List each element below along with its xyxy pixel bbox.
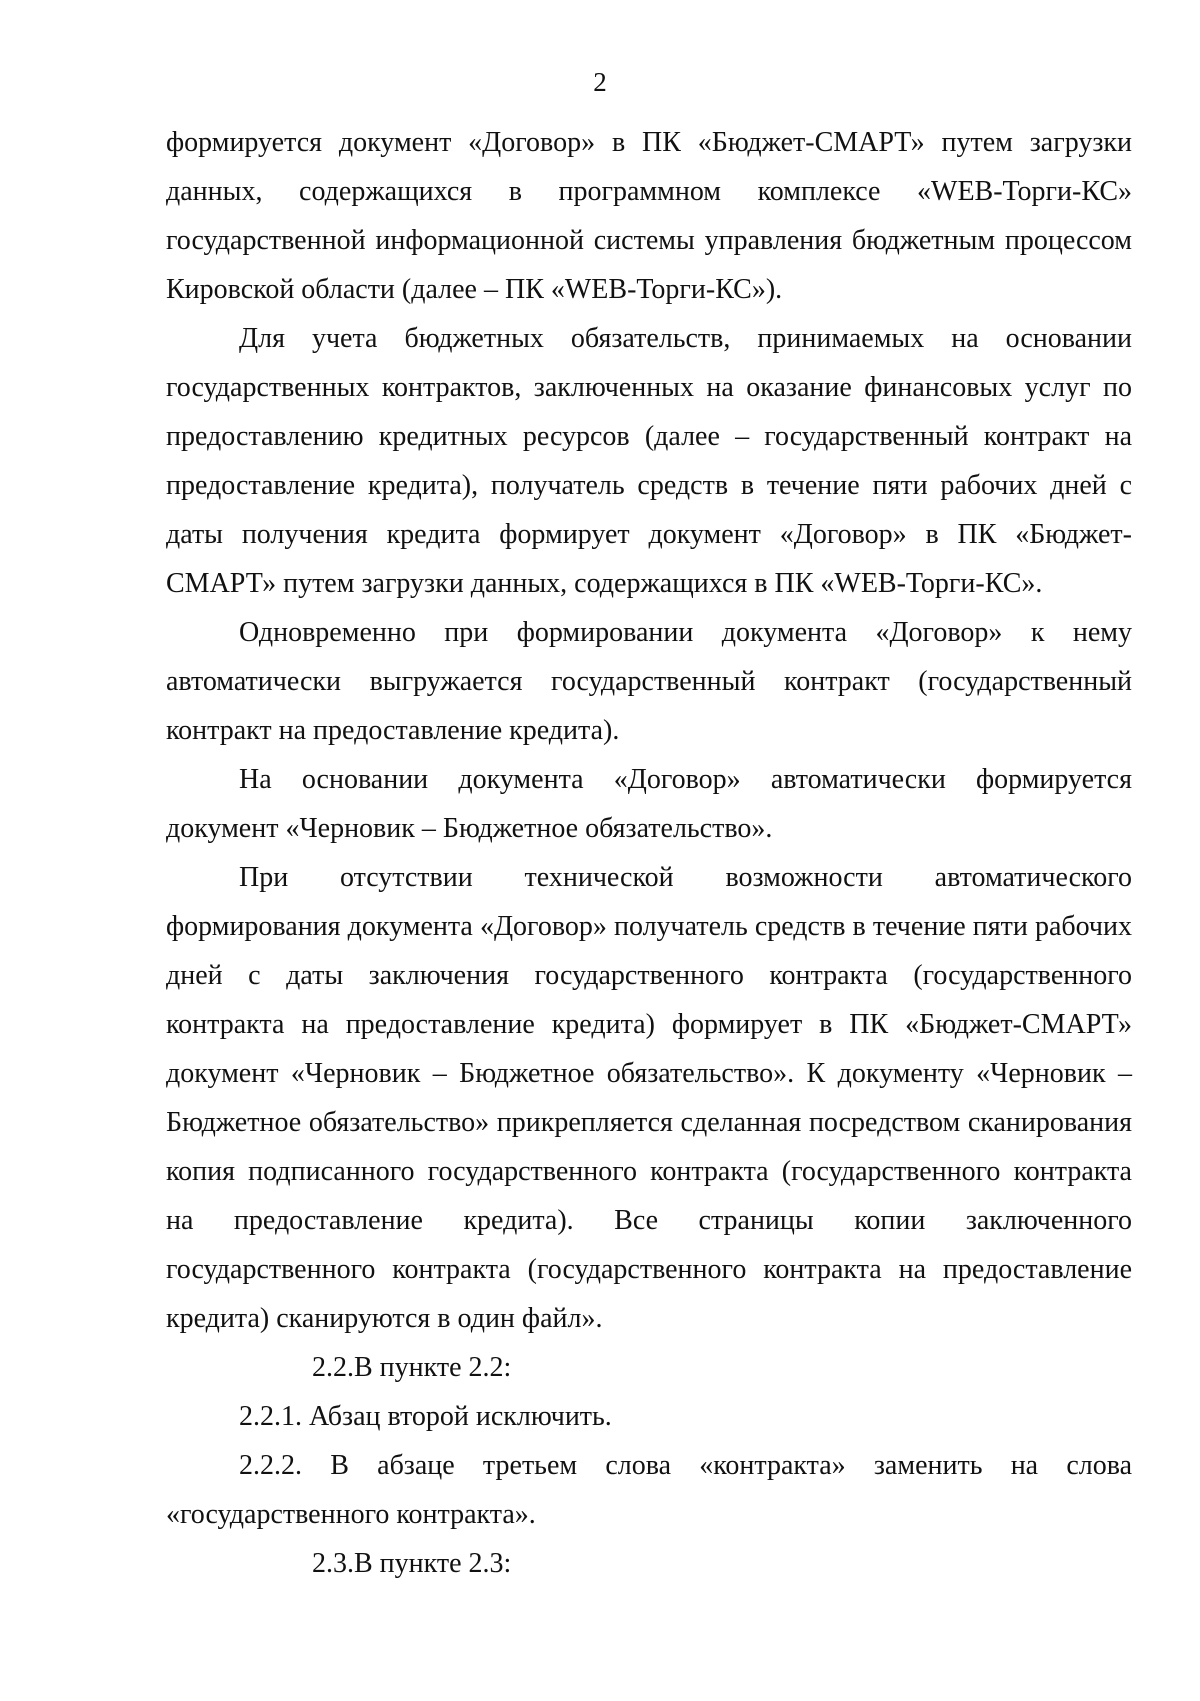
item-number: 2.3. bbox=[312, 1548, 354, 1579]
item-number: 2.2. bbox=[312, 1352, 354, 1383]
item-2-2-2 bbox=[166, 1441, 1132, 1539]
page-number: 2 bbox=[593, 67, 607, 97]
item-text: В пункте 2.3: bbox=[354, 1548, 512, 1579]
item-number: 2.2.2. bbox=[239, 1450, 302, 1481]
item-number: 2.2.1. bbox=[239, 1401, 302, 1432]
paragraph-simultaneous-upload: Одновременно при формировании документа «Договор» к нему автоматически выгружается государственный контракт (государственный контракт на предоставление кредита). bbox=[166, 617, 1132, 746]
paragraph-budget-obligations: Для учета бюджетных обязательств, принимаемых на основании государственных контрактов, заключенных на оказание финансовых услуг по предоставлению кредитных ресурсов (далее – государственный контракт на предоставление кредита), получатель средств в течение пяти рабочих дней с даты получения кредита формирует документ «Договор» в ПК «Бюджет-СМАРТ» путем загрузки данных, содержащихся в ПК «WEB-Торги-КС». bbox=[166, 323, 1132, 599]
item-text: В абзаце третьем слова «контракта» заменить на слова «государственного контракта». bbox=[166, 1450, 1133, 1530]
item-2-2 bbox=[166, 1343, 1132, 1392]
document-body bbox=[166, 118, 1132, 1588]
paragraph-no-technical-possibility: При отсутствии технической возможности автоматического формирования документа «Договор» получатель средств в течение пяти рабочих дней с даты заключения государственного контракта (государственного контракта на предоставление кредита) формирует в ПК «Бюджет-СМАРТ» документ «Черновик – Бюджетное обязательство». К документу «Черновик – Бюджетное обязательство» прикрепляется сделанная посредством сканирования копия подписанного государственного контракта (государственного контракта на предоставление кредита). Все страницы копии заключенного государственного контракта (государственного контракта на предоставление кредита) сканируются в один файл». bbox=[166, 862, 1132, 1334]
item-2-2-1 bbox=[166, 1392, 1132, 1441]
paragraph-continuation: формируется документ «Договор» в ПК «Бюджет-СМАРТ» путем загрузки данных, содержащихся в программном комплексе «WEB-Торги-КС» государственной информационной системы управления бюджетным процессом Кировской области (далее – ПК «WEB-Торги-КС»). bbox=[166, 127, 1132, 305]
paragraph-draft-generation: На основании документа «Договор» автоматически формируется документ «Черновик – Бюджетное обязательство». bbox=[166, 764, 1132, 844]
item-2-3 bbox=[166, 1539, 1132, 1588]
item-text: В пункте 2.2: bbox=[354, 1352, 512, 1383]
item-text: Абзац второй исключить. bbox=[309, 1401, 612, 1432]
